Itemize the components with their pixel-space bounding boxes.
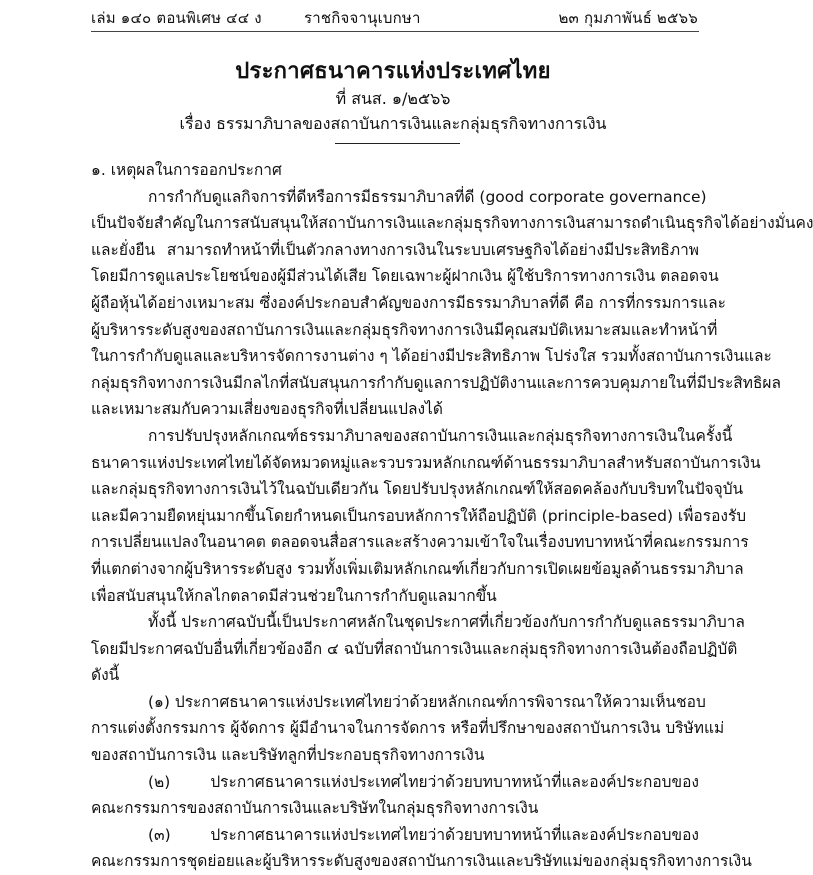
paragraph-line: ดังนี้ — [91, 666, 120, 685]
gazette-volume: เล่ม ๑๔๐ ตอนพิเศษ ๔๔ ง — [91, 9, 262, 27]
paragraph-line: และมีความยืดหยุ่นมากขึ้นโดยกำหนดเป็นกรอบหลักการให้ถือปฏิบัติ (principle-based) เพื่อรองรับ — [91, 506, 747, 525]
paragraph-line: ธนาคารแห่งประเทศไทยได้จัดหมวดหมู่และรวบรวมหลักเกณฑ์ด้านธรรมาภิบาลสำหรับสถาบันการเงิน — [91, 453, 761, 472]
announcement-number: ที่ สนส. ๑/๒๕๖๖ — [335, 89, 451, 108]
gazette-publication-name: ราชกิจจานุเบกษา — [304, 9, 421, 27]
paragraph-line: ทั้งนี้ ประกาศฉบับนี้เป็นประกาศหลักในชุดประกาศที่เกี่ยวข้องกับการกำกับดูแลธรรมาภิบาล — [148, 613, 745, 632]
list-item-line: ของสถาบันการเงิน และบริษัทลูกที่ประกอบธุรกิจทางการเงิน — [91, 746, 485, 765]
paragraph-line: ผู้บริหารระดับสูงของสถาบันการเงินและกลุ่มธุรกิจทางการเงินมีคุณสมบัติเหมาะสมและทำหน้าที่ — [91, 320, 718, 339]
paragraph-line: และกลุ่มธุรกิจทางการเงินไว้ในฉบับเดียวกัน โดยปรับปรุงหลักเกณฑ์ให้สอดคล้องกับบริบทในปัจจุบัน — [91, 480, 744, 499]
paragraph-line: การปรับปรุงหลักเกณฑ์ธรรมาภิบาลของสถาบันการเงินและกลุ่มธุรกิจทางการเงินในครั้งนี้ — [148, 426, 733, 445]
gazette-header — [91, 6, 698, 28]
paragraph-line: โดยมีประกาศฉบับอื่นที่เกี่ยวข้องอีก ๔ ฉบับที่สถาบันการเงินและกลุ่มธุรกิจทางการเงินต้องถือปฏิบัติ — [91, 639, 738, 658]
paragraph-line: การกำกับดูแลกิจการที่ดีหรือการมีธรรมาภิบาลที่ดี (good corporate governance) — [148, 187, 707, 206]
gazette-date: ๒๓ กุมภาพันธ์ ๒๕๖๖ — [558, 9, 698, 27]
paragraph-line: ที่แตกต่างจากผู้บริหารระดับสูง รวมทั้งเพิ่มเติมหลักเกณฑ์เกี่ยวกับการเปิดเผยข้อมูลด้านธรรมาภิบาล — [91, 559, 744, 578]
announcement-subject: เรื่อง ธรรมาภิบาลของสถาบันการเงินและกลุ่มธุรกิจทางการเงิน — [179, 114, 607, 133]
subject-divider — [335, 143, 460, 144]
paragraph-line: และเหมาะสมกับความเสี่ยงของธุรกิจที่เปลี่ยนแปลงได้ — [91, 400, 443, 419]
list-item-line: คณะกรรมการของสถาบันการเงินและบริษัทในกลุ่มธุรกิจทางการเงิน — [91, 799, 539, 818]
paragraph-line: โดยมีการดูแลประโยชน์ของผู้มีส่วนได้เสีย โดยเฉพาะผู้ฝากเงิน ผู้ใช้บริการทางการเงิน ตลอดจน — [91, 267, 719, 286]
list-item-line: การแต่งตั้งกรรมการ ผู้จัดการ ผู้มีอำนาจในการจัดการ หรือที่ปรึกษาของสถาบันการเงิน บริษัทแม่ — [91, 719, 725, 738]
paragraph-line: การเปลี่ยนแปลงในอนาคต ตลอดจนสื่อสารและสร้างความเข้าใจในเรื่องบทบาทหน้าที่คณะกรรมการ — [91, 533, 749, 552]
paragraph-line: เพื่อสนับสนุนให้กลไกตลาดมีส่วนช่วยในการกำกับดูแลมากขึ้น — [91, 586, 497, 605]
paragraph-line: ผู้ถือหุ้นได้อย่างเหมาะสม ซึ่งองค์ประกอบสำคัญของการมีธรรมาภิบาลที่ดี คือ การที่กรรมการและ — [91, 293, 726, 312]
paragraph-line: กลุ่มธุรกิจทางการเงินมีกลไกที่สนับสนุนการกำกับดูแลการปฏิบัติงานและการควบคุมภายในที่มีประสิทธิผล — [91, 373, 782, 392]
paragraph-line: เป็นปัจจัยสำคัญในการสนับสนุนให้สถาบันการเงินและกลุ่มธุรกิจทางการเงินสามารถดำเนินธุรกิจได้อย่างมั่นคง — [91, 214, 813, 233]
list-item-line: (๓) ประกาศธนาคารแห่งประเทศไทยว่าด้วยบทบาทหน้าที่และองค์ประกอบของ — [148, 825, 699, 844]
list-item-line: (๑) ประกาศธนาคารแห่งประเทศไทยว่าด้วยหลักเกณฑ์การพิจารณาให้ความเห็นชอบ — [148, 692, 706, 711]
header-divider — [91, 31, 699, 32]
document-body — [91, 157, 813, 875]
section-heading: ๑. เหตุผลในการออกประกาศ — [91, 161, 282, 179]
announcement-title: ประกาศธนาคารแห่งประเทศไทย — [235, 59, 551, 84]
list-item-line: (๒) ประกาศธนาคารแห่งประเทศไทยว่าด้วยบทบาทหน้าที่และองค์ประกอบของ — [148, 772, 699, 791]
paragraph-line: ในการกำกับดูแลและบริหารจัดการงานต่าง ๆ ได้อย่างมีประสิทธิภาพ โปร่งใส รวมทั้งสถาบันการเงินและ — [91, 347, 772, 366]
list-item-line: คณะกรรมการชุดย่อยและผู้บริหารระดับสูงของสถาบันการเงินและบริษัทแม่ของกลุ่มธุรกิจทางการเงิน — [91, 852, 752, 871]
paragraph-line: และยั่งยืน สามารถทำหน้าที่เป็นตัวกลางทางการเงินในระบบเศรษฐกิจได้อย่างมีประสิทธิภาพ — [91, 240, 699, 259]
